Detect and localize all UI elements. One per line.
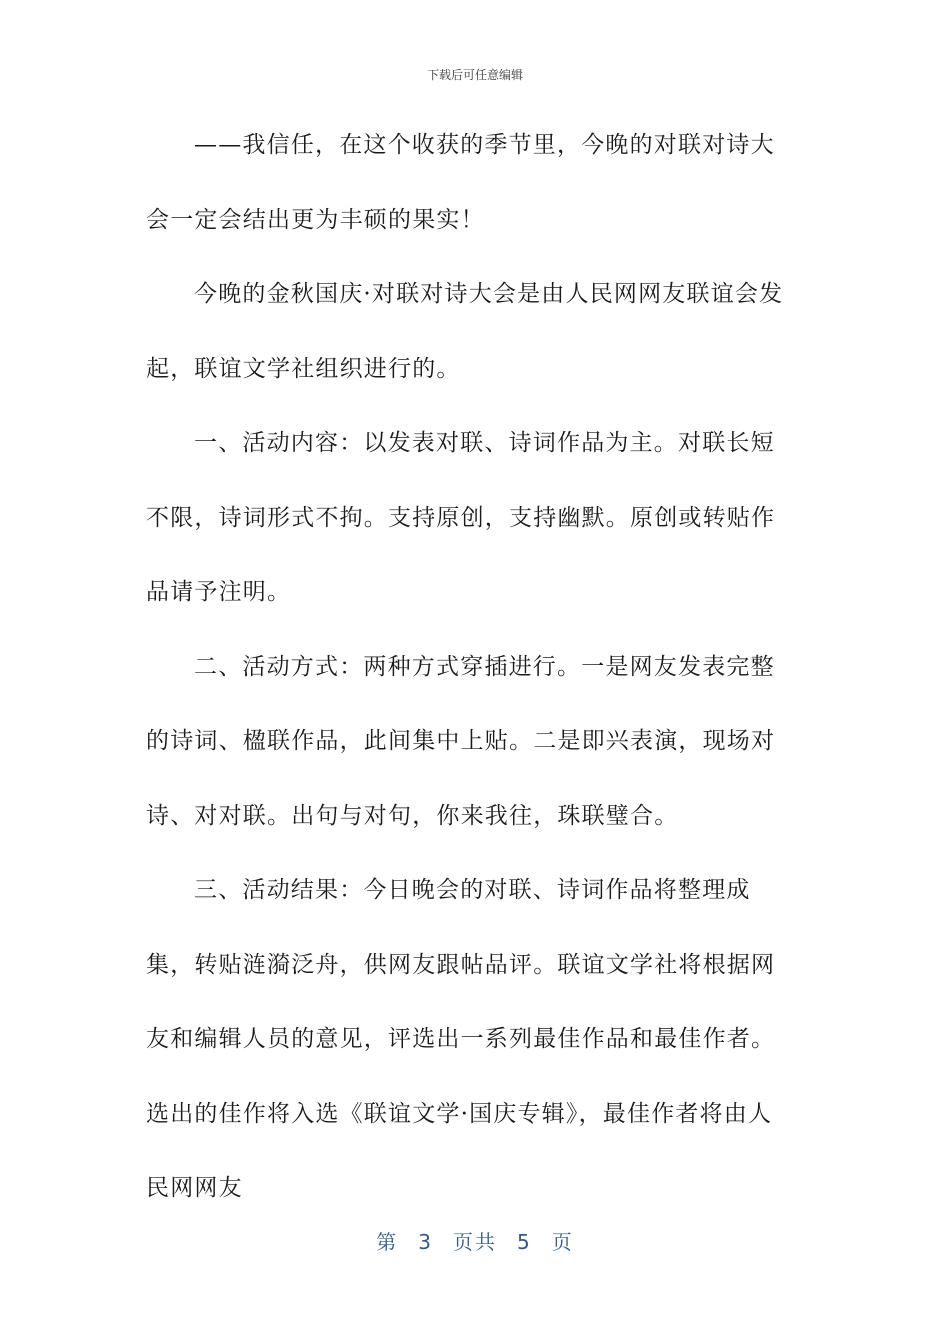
paragraph: 二、活动方式：两种方式穿插进行。一是网友发表完整的诗词、楹联作品，此间集中上贴。二是即兴表演，现场对诗、对对联。出句与对句，你来我往，珠联璧合。 [146, 653, 776, 829]
footer-total-pages: 5 [517, 1230, 532, 1254]
paragraph: 三、活动结果：今日晚会的对联、诗词作品将整理成集，转贴涟漪泛舟，供网友跟帖品评。联谊文学社将根据网友和编辑人员的意见，评选出一系列最佳作品和最佳作者。选出的佳作将入选《联谊文学·国庆专辑》，最佳作者将由人民网网友 [146, 877, 776, 1201]
paragraph: ——我信任，在这个收获的季节里，今晚的对联对诗大会一定会结出更为丰硕的果实！ [146, 132, 775, 233]
page-header: 下载后可任意编辑 [426, 68, 523, 82]
footer-prefix: 第 [376, 1230, 399, 1254]
footer-suffix: 页 [551, 1230, 574, 1254]
paragraph: 今晚的金秋国庆·对联对诗大会是由人民网网友联谊会发起，联谊文学社组织进行的。 [146, 281, 784, 382]
paragraph: 一、活动内容：以发表对联、诗词作品为主。对联长短不限，诗词形式不拘。支持原创，支持幽默。原创或转贴作品请予注明。 [146, 430, 776, 605]
footer-current-page: 3 [418, 1230, 433, 1254]
page-footer [0, 1226, 950, 1255]
footer-middle: 页共 [453, 1230, 497, 1254]
document-body [146, 108, 794, 1226]
